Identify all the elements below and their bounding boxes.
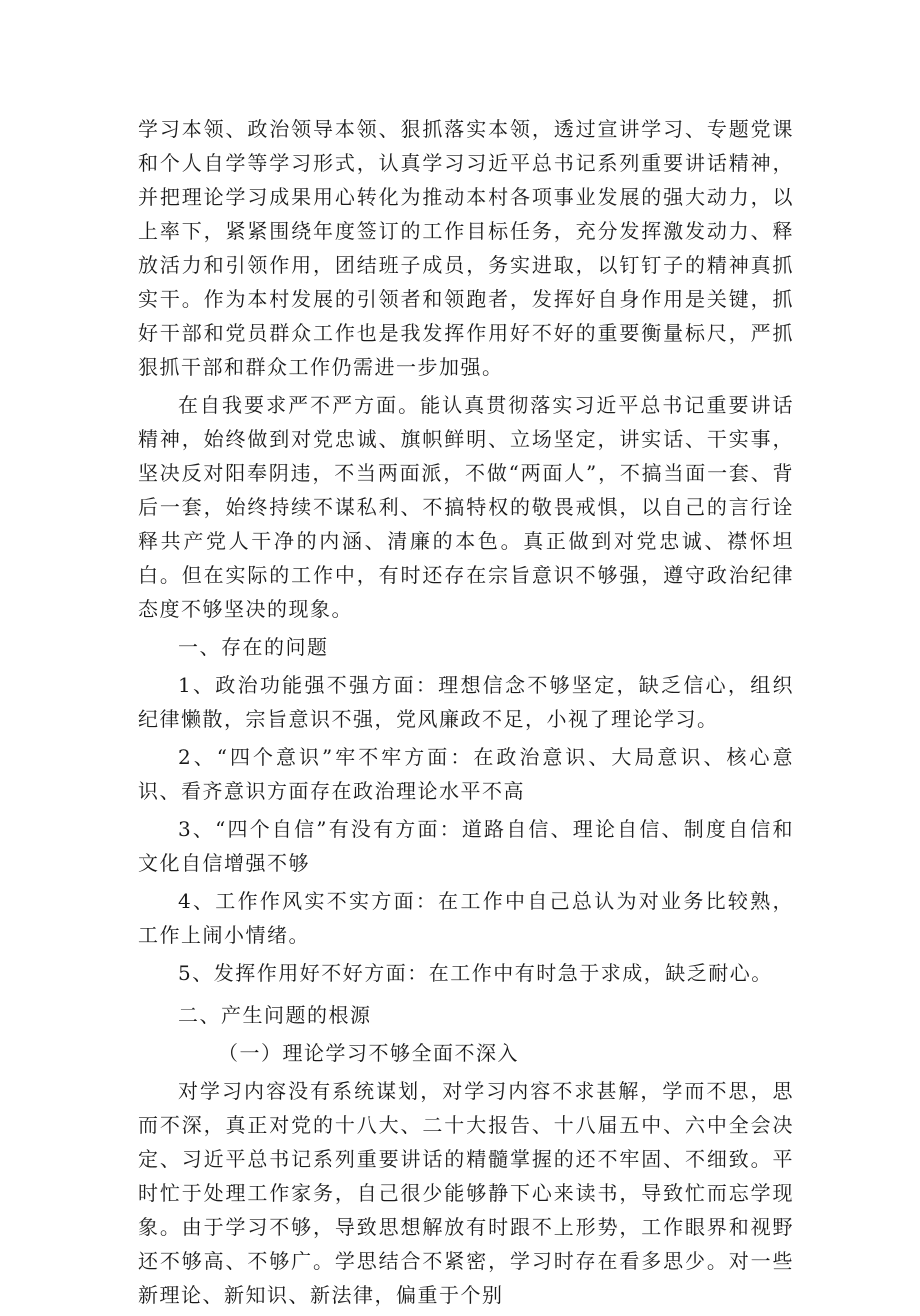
- subheading-theory-study: （一）理论学习不够全面不深入: [218, 1041, 519, 1065]
- list-item-four-confidences: 3、“四个自信”有没有方面：道路自信、理论自信、制度自信和文化自信增强不够: [138, 817, 794, 875]
- paragraph-self-discipline: 在自我要求严不严方面。能认真贯彻落实习近平总书记重要讲话精神，始终做到对党忠诚、旗帜鲜明、立场坚定，讲实话、干实事，坚决反对阳奉阴违，不当两面派，不做“两面人”，不搞当面一套、背后一套，始终持续不谋私利、不搞特权的敬畏戒惧，以自己的言行诠释共产党人干净的内涵、清廉的本色。真正做到对党忠诚、襟怀坦白。但在实际的工作中，有时还存在宗旨意识不够强，遵守政治纪律态度不够坚决的现象。: [138, 393, 794, 621]
- heading-existing-problems: 一、存在的问题: [178, 635, 329, 659]
- list-item-role-performance: 5、发挥作用好不好方面：在工作中有时急于求成，缺乏耐心。: [178, 961, 773, 985]
- list-item-political-function: 1、政治功能强不强方面：理想信念不够坚定，缺乏信心，组织纪律懒散，宗旨意识不强，党风廉政不足，小视了理论学习。: [138, 673, 794, 731]
- paragraph-leadership-abilities: 学习本领、政治领导本领、狠抓落实本领，透过宣讲学习、专题党课和个人自学等学习形式，认真学习习近平总书记系列重要讲话精神，并把理论学习成果用心转化为推动本村各项事业发展的强大动力，以上率下，紧紧围绕年度签订的工作目标任务，充分发挥激发动力、释放活力和引领作用，团结班子成员，务实进取，以钉钉子的精神真抓实干。作为本村发展的引领者和领跑者，发挥好自身作用是关键，抓好干部和党员群众工作也是我发挥作用好不好的重要衡量标尺，严抓狠抓干部和群众工作仍需进一步加强。: [138, 117, 794, 379]
- paragraph-study-analysis: 对学习内容没有系统谋划，对学习内容不求甚解，学而不思，思而不深，真正对党的十八大、二十大报告、十八届五中、六中全会决定、习近平总书记系列重要讲话的精髓掌握的还不牢固、不细致。平时忙于处理工作家务，自己很少能够静下心来读书，导致忙而忘学现象。由于学习不够，导致思想解放有时跟不上形势，工作眼界和视野还不够高、不够广。学思结合不紧密，学习时存在看多思少。对一些新理论、新知识、新法律，偏重于个别: [138, 1079, 794, 1307]
- heading-root-causes: 二、产生问题的根源: [178, 1003, 372, 1027]
- list-item-four-consciousness: 2、“四个意识”牢不牢方面：在政治意识、大局意识、核心意识、看齐意识方面存在政治理论水平不高: [138, 745, 794, 803]
- document-body: [138, 112, 794, 1316]
- list-item-work-style: 4、工作作风实不实方面：在工作中自己总认为对业务比较熟，工作上闹小情绪。: [138, 889, 794, 947]
